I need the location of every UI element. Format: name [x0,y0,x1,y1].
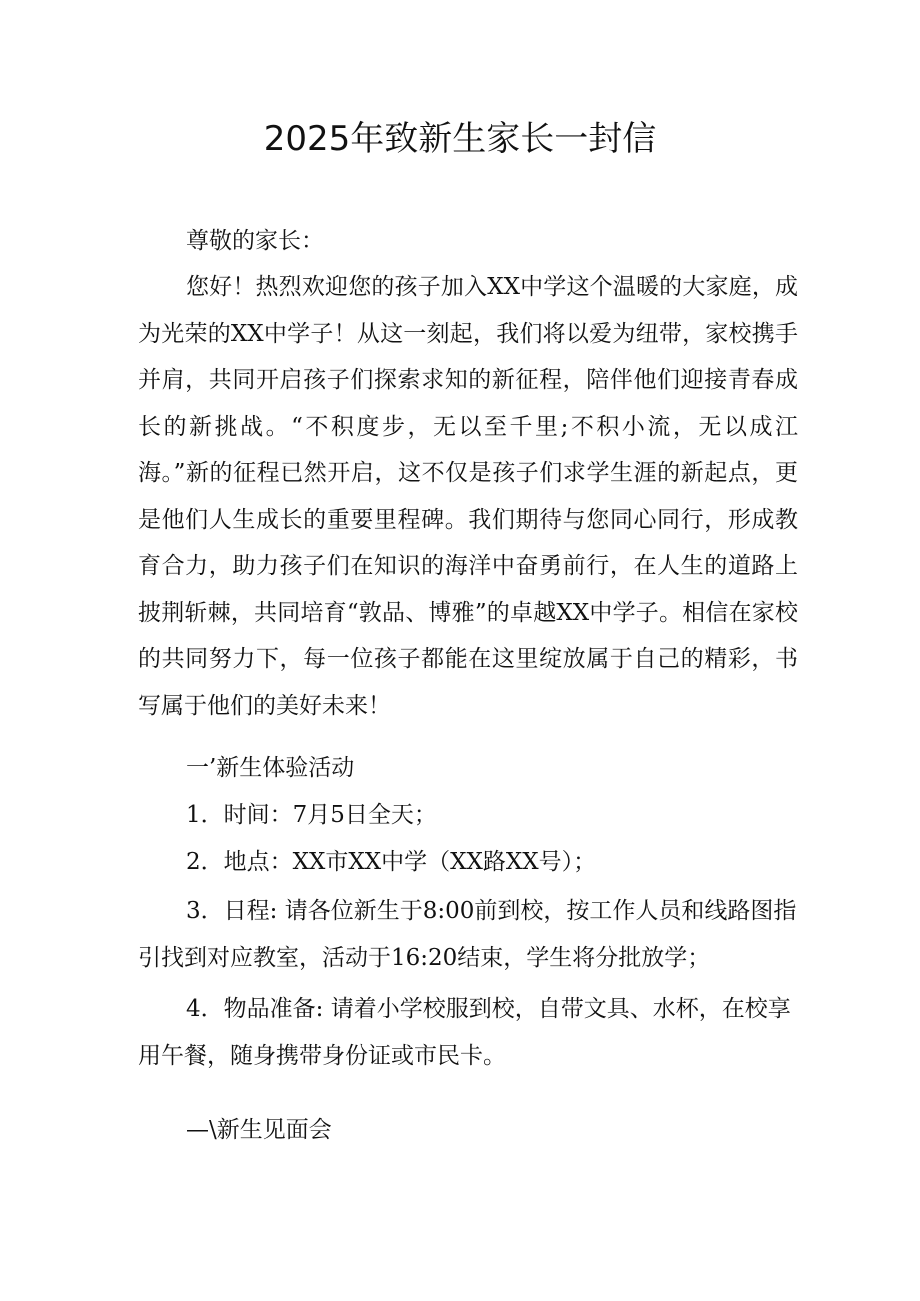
list-item-supplies: 4．物品准备: 请着小学校服到校，自带文具、水杯，在校享用午餐，随身携带身份证或市民卡。 [138,996,791,1069]
list-item-time: 1．时间：7月5日全天； [186,802,437,828]
intro-paragraph: 您好！热烈欢迎您的孩子加入XX中学这个温暖的大家庭，成为光荣的XX中学子！从这一刻起，我们将以爱为纽带，家校携手并肩，共同开启孩子们探索求知的新征程，陪伴他们迎接青春成长的新挑战。“不积度步，无以至千里;不积小流，无以成江海。”新的征程已然开启，这不仅是孩子们求学生涯的新起点，更是他们人生成长的重要里程碑。我们期待与您同心同行，形成教育合力，助力孩子们在知识的海洋中奋勇前行，在人生的道路上披荆斩棘，共同培育“敦品、博雅”的卓越XX中学子。相信在家校的共同努力下，每一位孩子都能在这里绽放属于自己的精彩，书写属于他们的美好未来！ [138,274,798,719]
salutation: 尊敬的家长： [186,228,324,254]
list-item-location: 2．地点：XX市XX中学（XX路XX号）； [186,849,597,875]
section-heading-new-student-activity: 一’新生体验活动 [186,755,355,781]
page-title: 2025年致新生家长一封信 [263,119,657,159]
section-heading-orientation-meeting: —\新生见面会 [186,1117,332,1143]
list-item-schedule: 3．日程: 请各位新生于8:00前到校，按工作人员和线路图指引找到对应教室，活动于16:20结束，学生将分批放学； [138,898,797,971]
